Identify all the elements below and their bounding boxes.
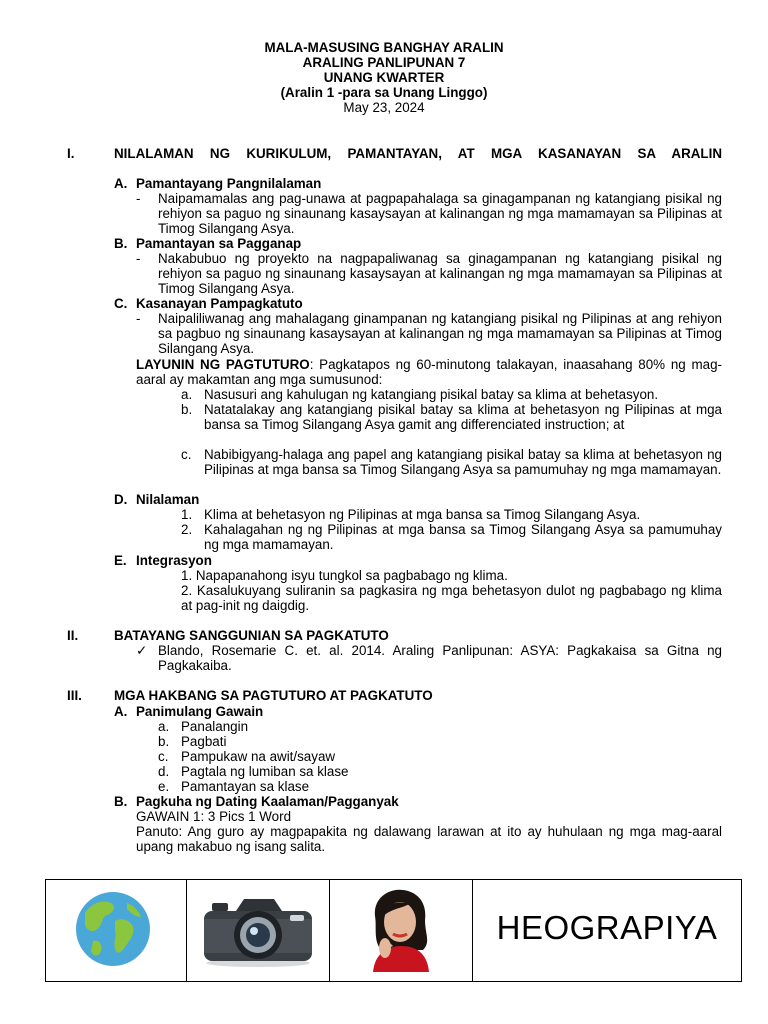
section-2-number: II. <box>67 628 79 643</box>
subsection-b-label: B. <box>114 794 128 809</box>
subsection-b-title: Pagkuha ng Dating Kaalaman/Pagganyak <box>136 794 399 809</box>
doc-date: May 23, 2024 <box>343 100 425 115</box>
pic-cell-answer <box>473 880 742 982</box>
subsection-d-title: Nilalaman <box>136 492 200 507</box>
subsection-b-label: B. <box>114 236 128 251</box>
gawain-item: Pampukaw na awit/sayaw <box>181 749 336 764</box>
section-3-number: III. <box>67 688 82 703</box>
camera-icon <box>198 889 318 969</box>
subsection-c-label: C. <box>114 296 128 311</box>
section-3-title: MGA HAKBANG SA PAGTUTURO AT PAGKATUTO <box>114 688 433 703</box>
gawain-title: GAWAIN 1: 3 Pics 1 Word <box>136 809 292 824</box>
subsection-a-title: Pamantayang Pangnilalaman <box>136 176 322 191</box>
subsection-c-title: Kasanayan Pampagkatuto <box>136 296 303 311</box>
pamantayan-sa-pagganap-text: Nakabubuo ng proyekto na nagpapaliwanag sa ginagampanan ng katangiang pisikal ng rehiyon sa paguo ng sinaunang kasaysayan at kalinangan ng mga mamamayan sa Pilipinas at Timog Silangang Asya. <box>158 251 722 296</box>
subsection-a-label: A. <box>114 176 128 191</box>
list-marker: b. <box>181 402 193 417</box>
nilalaman-item: Klima at behetasyon ng Pilipinas at mga bansa sa Timog Silangang Asya. <box>204 507 641 522</box>
pic-cell-1 <box>46 880 187 982</box>
subsection-d-label: D. <box>114 492 128 507</box>
list-marker: c. <box>158 749 169 764</box>
doc-title: MALA-MASUSING BANGHAY ARALIN <box>264 40 504 55</box>
pamantayang-pangnilalaman-text: Naipamamalas ang pag-unawa at pagpapahalaga sa ginagampanan ng katangiang pisikal ng rehiyon sa paguo ng sinaunang kasaysayan at kalinangan ng mga mamamayan sa Pilipinas at Timog Silangang Asya. <box>158 191 722 236</box>
layunin-item: Nabibigyang-halaga ang papel ang katangiang pisikal batay sa klima at behetasyon ng Pilipinas at mga bansa sa Timog Silangang Asya sa pamumuhay ng mga mamamayan. <box>204 447 722 477</box>
layunin-label: LAYUNIN NG PAGTUTURO <box>136 357 310 372</box>
gawain-item: Pagtala ng lumiban sa klase <box>181 764 349 779</box>
list-marker: d. <box>158 764 170 779</box>
section-1-title: NILALAMAN NG KURIKULUM, PAMANTAYAN, AT MGA KASANAYAN SA ARALIN <box>114 146 722 161</box>
subsection-e-label: E. <box>114 553 127 568</box>
gawain-item: Pagbati <box>181 734 227 749</box>
globe-icon <box>73 891 159 967</box>
integrasyon-item: 1. Napapanahong isyu tungkol sa pagbabago ng klima. <box>181 568 508 583</box>
subsection-e-title: Integrasyon <box>136 553 212 568</box>
gawain-item: Panalangin <box>181 719 249 734</box>
reference-text: Blando, Rosemarie C. et. al. 2014. Araling Panlipunan: ASYA: Pagkakaisa sa Gitna ng Pagkakaiba. <box>158 643 722 673</box>
section-2-title: BATAYANG SANGGUNIAN SA PAGKATUTO <box>114 628 389 643</box>
panuto-text: Panuto: Ang guro ay magpapakita ng dalawang larawan at ito ay huhulaan ng mga mag-aaral upang makabuo ng isang salita. <box>136 824 722 854</box>
list-marker: a. <box>181 387 193 402</box>
bullet-dash: - <box>136 311 141 326</box>
layunin-item: Nasusuri ang kahulugan ng katangiang pisikal batay sa klima at behetasyon. <box>204 387 659 402</box>
pics-table <box>45 879 742 982</box>
list-marker: b. <box>158 734 170 749</box>
subsection-a-label: A. <box>114 704 128 719</box>
layunin-text: : Pagkatapos ng 60-minutong talakayan, inaasahang 80% ng mag-aaral ay makamtan ang mga sumusunod: <box>136 357 722 387</box>
answer-word: HEOGRAPIYA <box>496 908 718 946</box>
list-marker: 1. <box>181 507 193 522</box>
checkmark-icon: ✓ <box>136 643 148 658</box>
doc-lesson: (Aralin 1 -para sa Unang Linggo) <box>280 85 488 100</box>
doc-quarter: UNANG KWARTER <box>323 70 445 85</box>
section-1-number: I. <box>67 146 75 161</box>
list-marker: e. <box>158 779 170 794</box>
integrasyon-item: 2. Kasalukuyang suliranin sa pagkasira ng mga behetasyon dulot ng pagbabago ng klima at pag-init ng daigdig. <box>181 583 722 613</box>
layunin-item: Natatalakay ang katangiang pisikal batay sa klima at behetasyon ng Pilipinas at mga bansa sa Timog Silangang Asya gamit ang differenciated instruction; at <box>204 402 722 432</box>
list-marker: c. <box>181 447 192 462</box>
subsection-b-title: Pamantayan sa Pagganap <box>136 236 302 251</box>
pic-cell-3 <box>330 880 473 982</box>
pic-cell-2 <box>187 880 330 982</box>
list-marker: 2. <box>181 522 193 537</box>
doc-subject: ARALING PANLIPUNAN 7 <box>302 55 466 70</box>
nilalaman-item: Kahalagahan ng ng Pilipinas at mga bansa sa Timog Silangang Asya sa pamumuhay ng mga mamamayan. <box>204 522 722 552</box>
bullet-dash: - <box>136 191 141 206</box>
layunin-paragraph <box>136 357 722 387</box>
bullet-dash: - <box>136 251 141 266</box>
list-marker: a. <box>158 719 170 734</box>
woman-portrait-icon <box>353 886 449 972</box>
kasanayan-pampagkatuto-text: Naipaliliwanag ang mahalagang ginampanan ng katangiang pisikal ng Pilipinas at ang rehiyon sa pagbuo ng sinaunang kasaysayan at kalinangan ng mga mamamayan sa Pilipinas at Timog Silangang Asya. <box>158 311 722 356</box>
subsection-a-title: Panimulang Gawain <box>136 704 264 719</box>
gawain-item: Pamantayan sa klase <box>181 779 310 794</box>
